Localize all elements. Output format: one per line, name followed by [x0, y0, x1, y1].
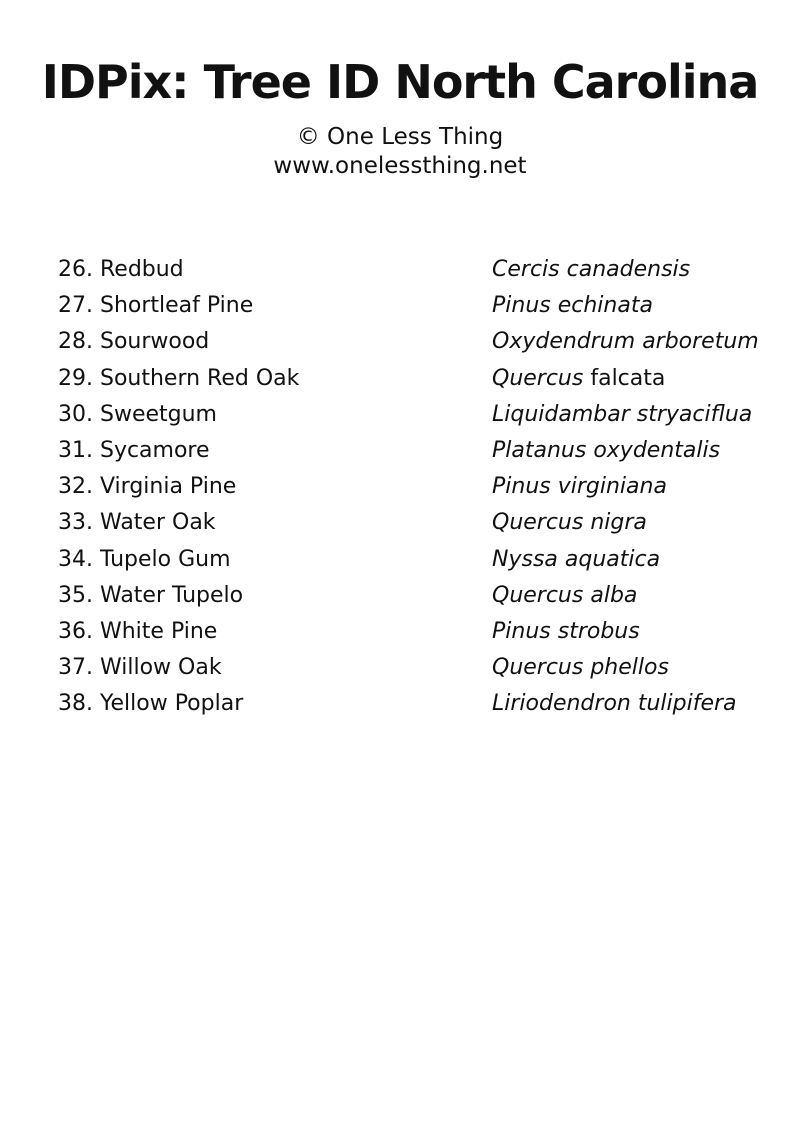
genus: Platanus	[492, 437, 587, 463]
common-name: 30. Sweetgum	[58, 401, 217, 427]
species: oxydentalis	[593, 437, 721, 463]
species: falcata	[590, 365, 666, 391]
scientific-name	[492, 616, 640, 648]
scientific-name	[492, 688, 737, 720]
genus: Pinus	[492, 474, 551, 500]
species: virginiana	[557, 474, 667, 500]
common-name: 33. Water Oak	[58, 510, 216, 536]
genus: Liquidambar	[492, 401, 630, 427]
species: arboretum	[642, 329, 759, 355]
species: aquatica	[564, 546, 661, 572]
common-name: 29. Southern Red Oak	[58, 365, 300, 391]
species: stryaciflua	[636, 401, 753, 427]
genus: Oxydendrum	[492, 329, 636, 355]
genus: Quercus	[492, 655, 584, 681]
common-name: 28. Sourwood	[58, 329, 210, 355]
common-name: 34. Tupelo Gum	[58, 546, 231, 572]
scientific-name	[492, 580, 637, 612]
tree-entry	[0, 507, 800, 543]
tree-entry	[0, 435, 800, 471]
scientific-name	[492, 507, 647, 539]
genus: Pinus	[492, 293, 551, 319]
species: strobus	[557, 618, 640, 644]
scientific-name	[492, 290, 653, 322]
scientific-name	[492, 326, 759, 358]
genus: Quercus	[492, 510, 584, 536]
common-name: 37. Willow Oak	[58, 655, 222, 681]
copyright-line: © One Less Thing	[296, 124, 504, 150]
tree-entry	[0, 652, 800, 688]
species: phellos	[590, 655, 669, 681]
common-name: 35. Water Tupelo	[58, 582, 244, 608]
common-name: 31. Sycamore	[58, 437, 210, 463]
tree-entry	[0, 688, 800, 724]
tree-entry	[0, 544, 800, 580]
scientific-name	[492, 399, 752, 431]
common-name: 26. Redbud	[58, 257, 184, 282]
genus: Pinus	[492, 618, 551, 644]
common-name: 27. Shortleaf Pine	[58, 293, 254, 319]
species: tulipifera	[637, 691, 737, 717]
scientific-name	[492, 652, 669, 684]
tree-entry	[0, 290, 800, 326]
species: echinata	[557, 293, 653, 319]
common-name: 38. Yellow Poplar	[58, 691, 244, 717]
tree-entry	[0, 471, 800, 507]
genus: Quercus	[492, 365, 584, 391]
genus: Liriodendron	[492, 691, 631, 717]
genus: Nyssa	[492, 546, 558, 572]
tree-entry	[0, 616, 800, 652]
tree-entry	[0, 399, 800, 435]
species: canadensis	[566, 257, 691, 282]
genus: Cercis	[492, 257, 560, 282]
tree-entry	[0, 326, 800, 362]
common-name: 32. Virginia Pine	[58, 474, 237, 500]
tree-entry	[0, 254, 800, 290]
tree-entry	[0, 580, 800, 616]
species: nigra	[590, 510, 647, 536]
genus: Quercus	[492, 582, 584, 608]
scientific-name	[492, 254, 690, 286]
website-url: www.onelessthing.net	[273, 153, 527, 179]
tree-entry	[0, 363, 800, 399]
scientific-name	[492, 471, 667, 503]
scientific-name	[492, 544, 660, 576]
scientific-name	[492, 435, 720, 467]
scientific-name	[492, 363, 665, 395]
common-name: 36. White Pine	[58, 618, 218, 644]
tree-list	[0, 254, 800, 724]
page-title: IDPix: Tree ID North Carolina	[41, 55, 759, 109]
species: alba	[590, 582, 638, 608]
